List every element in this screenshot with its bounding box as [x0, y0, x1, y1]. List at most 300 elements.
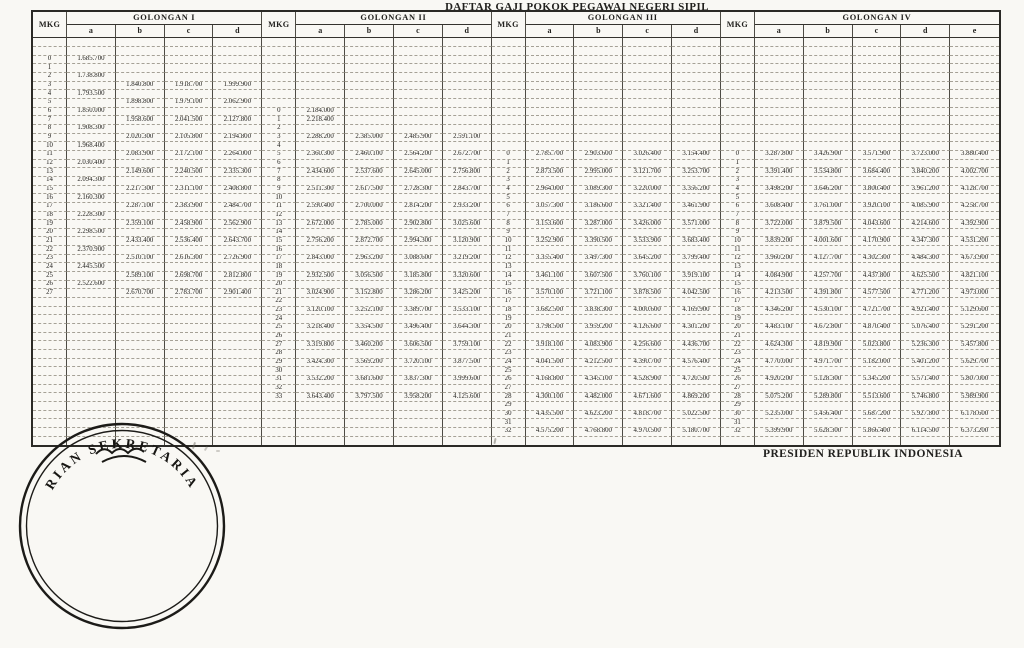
mkg-cell [33, 315, 67, 324]
value-cell [853, 212, 902, 221]
mkg-cell: 0 [33, 56, 67, 65]
value-cell: 3.461.100 [526, 272, 575, 281]
value-cell: 2.194.800 [213, 134, 262, 143]
mkg-cell [492, 116, 526, 125]
value-cell [165, 246, 214, 255]
mkg-cell [262, 402, 296, 411]
value-cell [901, 82, 950, 91]
value-cell [116, 385, 165, 394]
value-cell [394, 212, 443, 221]
value-cell [345, 73, 394, 82]
value-cell [443, 125, 492, 134]
value-cell: 5.866.400 [853, 428, 902, 437]
value-cell: 4.000.600 [623, 307, 672, 316]
value-cell: 3.645.200 [623, 255, 672, 264]
mkg-cell: 9 [492, 229, 526, 238]
value-cell [804, 315, 853, 324]
value-cell: 2.728.300 [394, 186, 443, 195]
mkg-cell [262, 73, 296, 82]
value-cell: 3.218.400 [296, 324, 345, 333]
value-cell: 2.127.800 [213, 116, 262, 125]
group-header-golongan-ii: GOLONGAN II [296, 12, 491, 25]
value-cell [623, 281, 672, 290]
value-cell: 3.532.200 [296, 376, 345, 385]
value-cell: 2.359.100 [116, 220, 165, 229]
value-cell [394, 73, 443, 82]
value-cell [394, 90, 443, 99]
value-cell: 5.399.900 [755, 428, 804, 437]
mkg-cell [492, 90, 526, 99]
mkg-cell [492, 47, 526, 56]
value-cell: 3.682.500 [526, 307, 575, 316]
value-cell [116, 47, 165, 56]
value-cell [901, 116, 950, 125]
value-cell [213, 246, 262, 255]
value-cell: 5.182.000 [853, 359, 902, 368]
mkg-cell: 4 [262, 142, 296, 151]
value-cell [804, 99, 853, 108]
value-cell [67, 393, 116, 402]
value-cell [672, 437, 721, 446]
value-cell: 4.435.500 [526, 411, 575, 420]
subcol-header: b [116, 25, 165, 38]
value-cell: 2.901.400 [213, 289, 262, 298]
value-cell [623, 385, 672, 394]
value-cell [526, 333, 575, 342]
mkg-cell: 24 [33, 263, 67, 272]
value-cell [804, 177, 853, 186]
value-cell [526, 142, 575, 151]
mkg-cell: 15 [33, 186, 67, 195]
value-cell: 3.879.500 [804, 220, 853, 229]
value-cell [67, 134, 116, 143]
value-cell [394, 367, 443, 376]
value-cell [853, 116, 902, 125]
value-cell [574, 367, 623, 376]
value-cell: 2.562.900 [213, 220, 262, 229]
value-cell [950, 47, 999, 56]
value-cell [623, 246, 672, 255]
value-cell [345, 47, 394, 56]
value-cell: 4.085.900 [901, 203, 950, 212]
value-cell [672, 367, 721, 376]
mkg-cell [33, 367, 67, 376]
value-cell [623, 160, 672, 169]
value-cell: 3.877.500 [443, 359, 492, 368]
value-cell [296, 47, 345, 56]
value-cell: 4.084.900 [755, 272, 804, 281]
value-cell [574, 315, 623, 324]
value-cell: 1.918.700 [165, 82, 214, 91]
value-cell: 3.426.900 [804, 151, 853, 160]
value-cell: 4.392.900 [950, 220, 999, 229]
value-cell [116, 393, 165, 402]
value-cell: 5.023.800 [853, 341, 902, 350]
value-cell [950, 116, 999, 125]
value-cell: 4.770.000 [755, 359, 804, 368]
value-cell [345, 99, 394, 108]
value-cell [213, 350, 262, 359]
value-cell: 4.768.800 [574, 428, 623, 437]
value-cell: 2.460.100 [345, 151, 394, 160]
value-cell: 1.968.400 [67, 142, 116, 151]
value-cell: 5.401.200 [901, 359, 950, 368]
value-cell: 4.970.500 [623, 428, 672, 437]
value-cell [443, 82, 492, 91]
value-cell [950, 263, 999, 272]
value-cell [345, 142, 394, 151]
value-cell [672, 177, 721, 186]
value-cell [901, 160, 950, 169]
mkg-cell: 21 [33, 237, 67, 246]
value-cell [804, 56, 853, 65]
mkg-cell: 21 [262, 289, 296, 298]
value-cell [526, 116, 575, 125]
value-cell: 4.042.500 [672, 289, 721, 298]
value-cell [296, 56, 345, 65]
value-cell [116, 307, 165, 316]
value-cell: 5.235.000 [755, 411, 804, 420]
value-cell [345, 419, 394, 428]
group-header-golongan-iv: GOLONGAN IV [755, 12, 999, 25]
value-cell [213, 393, 262, 402]
mkg-cell: 32 [721, 428, 755, 437]
subcol-header: b [345, 25, 394, 38]
value-cell: 2.264.000 [213, 151, 262, 160]
value-cell [804, 350, 853, 359]
value-cell [950, 142, 999, 151]
value-cell [213, 108, 262, 117]
value-cell: 4.531.200 [950, 237, 999, 246]
mkg-cell: 5 [262, 151, 296, 160]
value-cell [755, 315, 804, 324]
value-cell [950, 90, 999, 99]
value-cell [116, 246, 165, 255]
value-cell [901, 229, 950, 238]
value-cell [804, 142, 853, 151]
value-cell [394, 315, 443, 324]
value-cell [950, 350, 999, 359]
value-cell [901, 385, 950, 394]
mkg-cell: 28 [492, 393, 526, 402]
value-cell [394, 411, 443, 420]
value-cell [672, 315, 721, 324]
value-cell [526, 367, 575, 376]
value-cell: 3.056.500 [345, 272, 394, 281]
value-cell: 1.685.700 [67, 56, 116, 65]
value-cell [394, 64, 443, 73]
value-cell: 5.236.300 [901, 341, 950, 350]
value-cell: 3.356.200 [672, 186, 721, 195]
value-cell [526, 38, 575, 47]
value-cell [755, 177, 804, 186]
value-cell: 2.756.800 [443, 168, 492, 177]
mkg-cell: 24 [492, 359, 526, 368]
value-cell: 3.426.000 [623, 220, 672, 229]
mkg-cell [721, 82, 755, 91]
mkg-header: MKG [492, 12, 526, 38]
value-cell [950, 82, 999, 91]
mkg-cell: 25 [492, 367, 526, 376]
value-cell [853, 194, 902, 203]
value-cell: 2.726.900 [213, 255, 262, 264]
value-cell [67, 315, 116, 324]
value-cell [853, 281, 902, 290]
mkg-cell [721, 437, 755, 446]
value-cell: 2.030.400 [67, 160, 116, 169]
value-cell: 2.360.300 [296, 151, 345, 160]
mkg-cell [721, 38, 755, 47]
value-cell [443, 64, 492, 73]
value-cell: 2.511.300 [296, 186, 345, 195]
value-cell [755, 437, 804, 446]
mkg-cell [262, 90, 296, 99]
value-cell [901, 212, 950, 221]
value-cell [165, 315, 214, 324]
mkg-cell: 13 [492, 263, 526, 272]
value-cell: 3.025.600 [443, 220, 492, 229]
mkg-cell: 2 [721, 168, 755, 177]
mkg-cell: 20 [492, 324, 526, 333]
value-cell: 2.217.300 [116, 186, 165, 195]
value-cell [526, 350, 575, 359]
value-cell [623, 108, 672, 117]
value-cell [67, 350, 116, 359]
mkg-cell [492, 108, 526, 117]
value-cell [574, 333, 623, 342]
mkg-cell: 6 [33, 108, 67, 117]
value-cell: 2.240.500 [165, 168, 214, 177]
value-cell [672, 263, 721, 272]
value-cell: 2.994.300 [394, 237, 443, 246]
value-cell: 3.797.500 [345, 393, 394, 402]
mkg-cell [33, 376, 67, 385]
value-cell [623, 315, 672, 324]
mkg-cell [262, 64, 296, 73]
value-cell: 4.301.200 [672, 324, 721, 333]
value-cell [443, 419, 492, 428]
value-cell [296, 229, 345, 238]
mkg-cell: 17 [33, 203, 67, 212]
value-cell [853, 315, 902, 324]
value-cell [853, 125, 902, 134]
value-cell [394, 47, 443, 56]
value-cell [394, 116, 443, 125]
value-cell [574, 73, 623, 82]
value-cell [296, 298, 345, 307]
value-cell [116, 160, 165, 169]
value-cell [213, 64, 262, 73]
value-cell [672, 64, 721, 73]
value-cell [755, 134, 804, 143]
value-cell: 3.389.700 [394, 307, 443, 316]
value-cell [394, 263, 443, 272]
value-cell [165, 229, 214, 238]
value-cell [443, 194, 492, 203]
value-cell: 3.880.400 [950, 151, 999, 160]
mkg-cell: 5 [33, 99, 67, 108]
mkg-cell: 18 [721, 307, 755, 316]
value-cell: 4.484.300 [901, 255, 950, 264]
mkg-cell: 33 [262, 393, 296, 402]
mkg-cell [262, 419, 296, 428]
value-cell [526, 82, 575, 91]
mkg-cell: 19 [262, 272, 296, 281]
mkg-cell: 18 [33, 212, 67, 221]
value-cell [804, 90, 853, 99]
value-cell: 3.355.400 [526, 255, 575, 264]
value-cell [672, 246, 721, 255]
value-cell: 2.184.000 [296, 108, 345, 117]
value-cell [755, 367, 804, 376]
mkg-cell: 14 [492, 272, 526, 281]
pen-mark [216, 450, 220, 452]
value-cell [443, 160, 492, 169]
mkg-cell: 1 [721, 160, 755, 169]
value-cell [345, 315, 394, 324]
value-cell [950, 212, 999, 221]
value-cell [116, 367, 165, 376]
value-cell [345, 177, 394, 186]
mkg-cell: 2 [262, 125, 296, 134]
value-cell: 5.289.800 [804, 393, 853, 402]
value-cell: 4.771.200 [901, 289, 950, 298]
value-cell [67, 307, 116, 316]
value-cell [296, 411, 345, 420]
value-cell [296, 246, 345, 255]
mkg-cell: 13 [33, 168, 67, 177]
mkg-cell [33, 393, 67, 402]
value-cell: 2.872.700 [345, 237, 394, 246]
value-cell [755, 333, 804, 342]
value-cell [574, 263, 623, 272]
value-cell: 3.120.100 [296, 307, 345, 316]
value-cell: 3.721.100 [574, 289, 623, 298]
value-cell [901, 99, 950, 108]
value-cell: 3.319.800 [296, 341, 345, 350]
mkg-cell: 28 [262, 350, 296, 359]
value-cell: 3.722.000 [755, 220, 804, 229]
value-cell [394, 385, 443, 394]
mkg-cell: 9 [33, 134, 67, 143]
value-cell: 3.321.400 [623, 203, 672, 212]
value-cell [901, 125, 950, 134]
subcol-header: b [574, 25, 623, 38]
value-cell [67, 47, 116, 56]
value-cell [853, 298, 902, 307]
value-cell [443, 177, 492, 186]
value-cell: 2.617.500 [345, 186, 394, 195]
value-cell: 1.850.000 [67, 108, 116, 117]
value-cell [901, 281, 950, 290]
mkg-cell: 14 [33, 177, 67, 186]
value-cell: 3.999.600 [443, 376, 492, 385]
mkg-cell [262, 82, 296, 91]
value-cell [804, 212, 853, 221]
mkg-cell: 32 [492, 428, 526, 437]
mkg-cell: 12 [33, 160, 67, 169]
mkg-cell [492, 437, 526, 446]
value-cell: 3.026.400 [623, 151, 672, 160]
value-cell [394, 350, 443, 359]
value-cell [116, 194, 165, 203]
mkg-cell: 17 [262, 255, 296, 264]
value-cell: 3.057.300 [526, 203, 575, 212]
value-cell [623, 350, 672, 359]
value-cell: 4.127.700 [804, 255, 853, 264]
mkg-cell: 16 [492, 289, 526, 298]
value-cell [296, 350, 345, 359]
value-cell [853, 333, 902, 342]
value-cell [213, 367, 262, 376]
value-cell [116, 341, 165, 350]
value-cell [901, 47, 950, 56]
value-cell: 3.152.800 [345, 289, 394, 298]
value-cell: 3.607.500 [574, 272, 623, 281]
value-cell [755, 246, 804, 255]
value-cell: 4.720.500 [672, 376, 721, 385]
mkg-cell [721, 134, 755, 143]
value-cell [950, 298, 999, 307]
value-cell [526, 108, 575, 117]
value-cell: 2.020.300 [116, 134, 165, 143]
value-cell [901, 437, 950, 446]
value-cell [672, 134, 721, 143]
value-cell: 6.178.600 [950, 411, 999, 420]
value-cell: 3.723.000 [901, 151, 950, 160]
value-cell [901, 73, 950, 82]
mkg-cell: 7 [492, 212, 526, 221]
mkg-cell: 26 [33, 281, 67, 290]
value-cell: 4.436.700 [672, 341, 721, 350]
value-cell [526, 194, 575, 203]
value-cell [213, 212, 262, 221]
value-cell [755, 108, 804, 117]
value-cell [213, 125, 262, 134]
value-cell: 3.498.200 [755, 186, 804, 195]
value-cell: 2.783.700 [165, 289, 214, 298]
value-cell [853, 350, 902, 359]
value-cell [443, 90, 492, 99]
value-cell [394, 428, 443, 437]
value-cell: 3.153.600 [526, 220, 575, 229]
value-cell [755, 99, 804, 108]
value-cell [526, 90, 575, 99]
value-cell: 2.335.300 [213, 168, 262, 177]
value-cell [950, 315, 999, 324]
mkg-cell: 13 [721, 263, 755, 272]
mkg-cell: 11 [33, 151, 67, 160]
value-cell [345, 160, 394, 169]
mkg-cell: 5 [492, 194, 526, 203]
value-cell: 3.919.100 [672, 272, 721, 281]
mkg-cell [492, 56, 526, 65]
mkg-cell: 7 [33, 116, 67, 125]
value-cell [950, 385, 999, 394]
mkg-cell: 12 [262, 212, 296, 221]
mkg-cell [262, 56, 296, 65]
subcol-header: a [526, 25, 575, 38]
value-cell: 6.373.200 [950, 428, 999, 437]
mkg-cell [33, 307, 67, 316]
value-cell: 3.497.300 [574, 255, 623, 264]
value-cell: 5.513.600 [853, 393, 902, 402]
mkg-cell: 23 [33, 255, 67, 264]
value-cell [345, 38, 394, 47]
mkg-cell: 27 [33, 289, 67, 298]
value-cell: 2.591.100 [443, 134, 492, 143]
value-cell [296, 82, 345, 91]
